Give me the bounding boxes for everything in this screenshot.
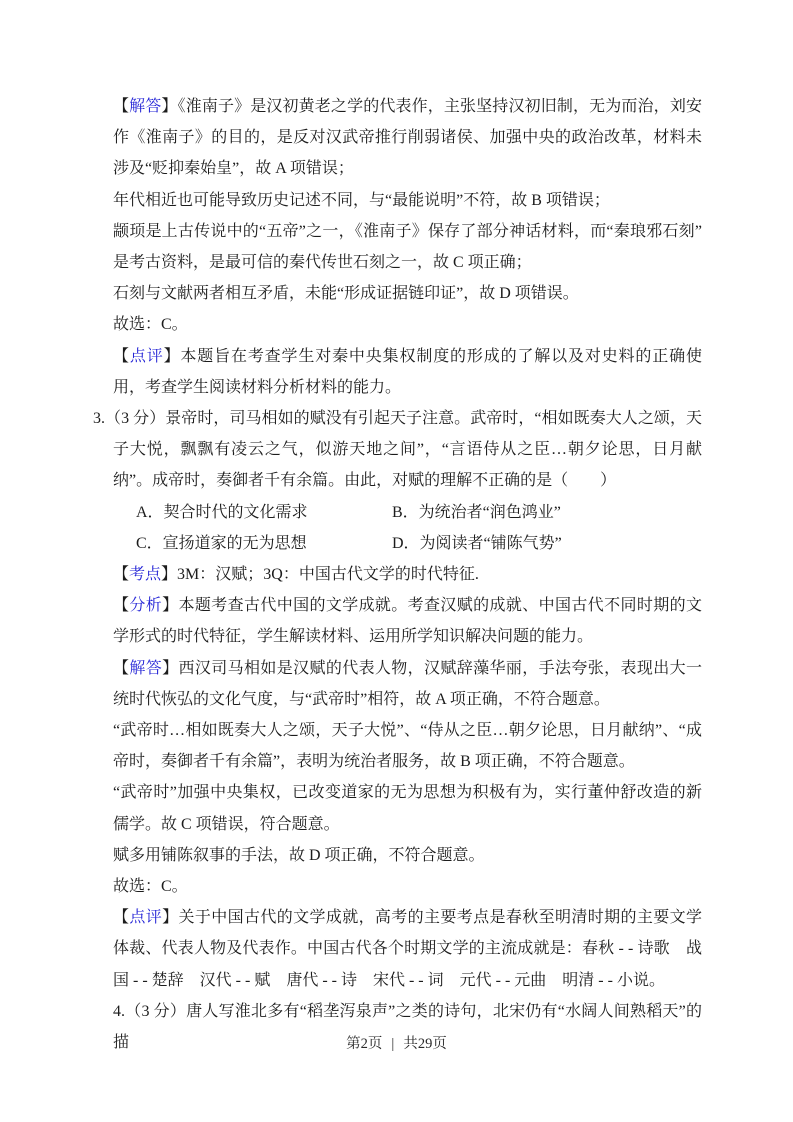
options-row	[136, 528, 702, 559]
paragraph: 石刻与文献两者相互矛盾，未能“形成证据链印证”，故 D 项错误。	[113, 285, 579, 303]
paragraph: 年代相近也可能导致历史记述不同，与“最能说明”不符，故 B 项错误；	[113, 191, 610, 209]
block-label: 点评	[129, 347, 164, 365]
block-label: 考点	[129, 566, 162, 584]
option-D: D．为阅读者“铺陈气势”	[392, 534, 562, 552]
footer-separator: |	[391, 1036, 395, 1052]
paragraph: 赋多用铺陈叙事的手法，故 D 项正确，不符合题意。	[113, 846, 485, 864]
question-number: 3.	[93, 410, 105, 428]
labeled-paragraph	[113, 91, 702, 185]
label-bracket-open: 【	[113, 347, 130, 365]
label-bracket-open: 【	[113, 597, 130, 615]
paragraph: “武帝时…相如既奏大人之颂，天子大悦”、“侍从之臣…朝夕论思，日月献纳”、“成帝时，奏御者千有余篇”，表明为统治者服务，故 B 项正确，不符合题意。	[113, 722, 702, 771]
labeled-paragraph	[113, 341, 702, 403]
paragraph-text: 本题旨在考查学生对秦中央集权制度的形成的了解以及对史料的正确使用，考查学生阅读材料分析材料的能力。	[113, 347, 702, 396]
paragraph: 故选：C。	[113, 316, 188, 334]
label-bracket-close: 】	[161, 98, 178, 115]
label-bracket-open: 【	[113, 566, 130, 584]
paragraph-text: 关于中国古代的文学成就，高考的主要考点是春秋至明清时期的主要文学体裁、代表人物及代表作。中国古代各个时期文学的主流成就是：春秋 - - 诗歌 战国 - - 楚辞 汉代 - - 赋 唐代 - - 诗 宋代 - - 词 元代 - - 元曲 明清 - - 小说。	[113, 909, 702, 989]
question-item	[93, 403, 702, 497]
label-bracket-close: 】	[162, 909, 179, 927]
label-bracket-close: 】	[161, 566, 178, 584]
paragraph-text: 3M：汉赋；3Q：中国古代文学的时代特征.	[177, 566, 479, 584]
labeled-paragraph	[113, 590, 702, 652]
footer-page-number: 第2页	[346, 1036, 383, 1052]
paragraph-text: 西汉司马相如是汉赋的代表人物，汉赋辞藻华丽，手法夸张，表现出大一统时代恢弘的文化气度，与“武帝时”相符，故 A 项正确，不符合题意。	[113, 659, 702, 708]
document-content	[93, 91, 702, 1058]
paragraph: 颛顼是上古传说中的“五帝”之一，《淮南子》保存了部分神话材料，而“秦琅邪石刻”是考古资料，是最可信的秦代传世石刻之一，故 C 项正确；	[113, 222, 702, 272]
paragraph: 故选：C。	[113, 878, 188, 896]
options-group	[113, 497, 702, 559]
label-bracket-close: 】	[162, 659, 179, 677]
question-stem: （3 分）景帝时，司马相如的赋没有引起天子注意。武帝时，“相如既奏大人之颂，天子大悦，飘飘有凌云之气，似游天地之间”，“言语侍从之臣…朝夕论思，日月献纳”。成帝时，奏御者千有余篇。由此，对赋的理解不正确的是（ ）	[105, 410, 702, 490]
block-label: 分析	[129, 597, 163, 615]
labeled-paragraph	[113, 559, 702, 590]
label-bracket-close: 】	[162, 597, 179, 615]
label-bracket-open: 【	[113, 659, 130, 677]
question-stem: （3 分）唐人写淮北多有“稻垄泻泉声”之类的诗句，北宋仍有“水阔人间熟稻天”的描	[113, 1002, 702, 1052]
page-footer	[0, 1032, 793, 1053]
label-bracket-open: 【	[113, 98, 130, 115]
label-bracket-close: 】	[163, 347, 181, 365]
option-C: C．宣扬道家的无为思想	[136, 534, 307, 552]
paragraph: “武帝时”加强中央集权，已改变道家的无为思想为积极有为，实行董仲舒改造的新儒学。故 C 项错误，符合题意。	[113, 784, 702, 833]
block-label: 解答	[129, 659, 163, 677]
options-row	[136, 497, 702, 528]
block-label: 解答	[129, 98, 162, 115]
option-A: A．契合时代的文化需求	[136, 503, 308, 521]
option-B: B．为统治者“润色鸿业”	[392, 503, 561, 521]
labeled-paragraph	[113, 902, 702, 996]
label-bracket-open: 【	[113, 909, 130, 927]
block-label: 点评	[129, 909, 163, 927]
question-number: 4.	[113, 1002, 125, 1020]
labeled-paragraph	[113, 653, 702, 715]
footer-page-total: 共29页	[403, 1036, 447, 1052]
paragraph-text: 《淮南子》是汉初黄老之学的代表作，主张坚持汉初旧制，无为而治，刘安作《淮南子》的目的，是反对汉武帝推行削弱诸侯、加强中央的政治改革，材料未涉及“贬抑秦始皇”，故 A 项错误；	[113, 98, 702, 178]
paragraph-text: 本题考查古代中国的文学成就。考查汉赋的成就、中国古代不同时期的文学形式的时代特征，学生解读材料、运用所学知识解决问题的能力。	[113, 597, 702, 646]
